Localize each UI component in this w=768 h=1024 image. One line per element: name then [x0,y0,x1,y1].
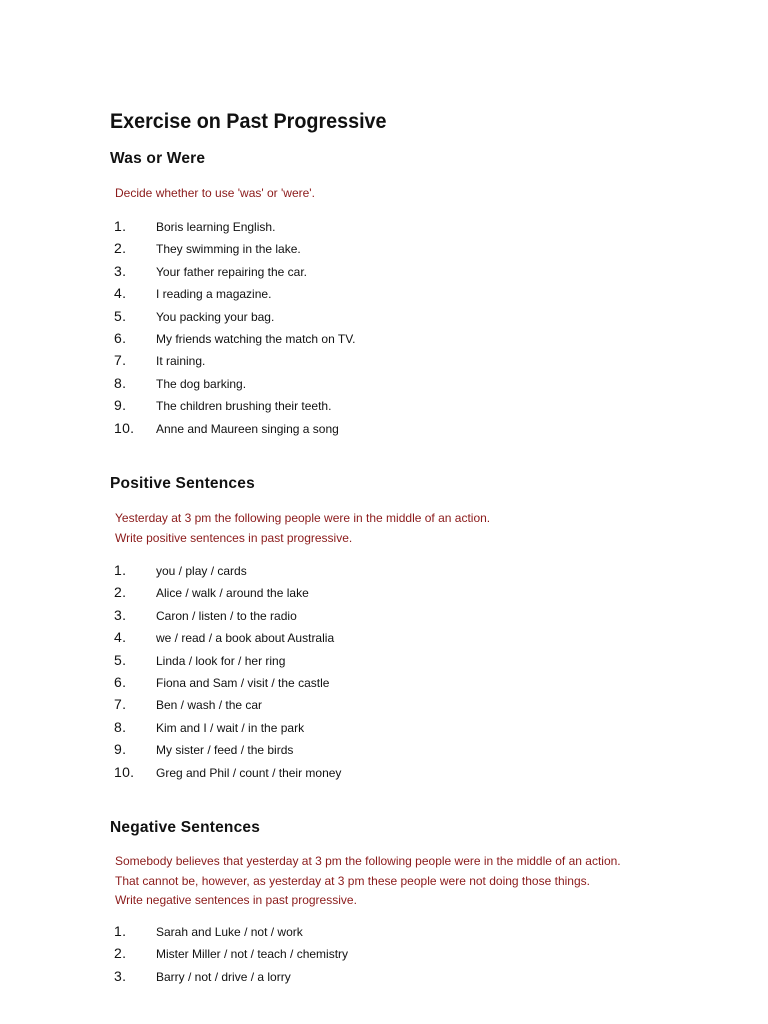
item-number: 9. [114,397,127,414]
instructions-negative-sentences [115,852,621,911]
item-number: 3. [114,606,127,623]
list-item [114,417,355,439]
item-text: They swimming in the lake. [156,242,301,257]
item-text: I reading a magazine. [156,287,272,302]
item-number: 6. [114,673,127,690]
instruction-line: Decide whether to use 'was' or 'were'. [115,186,315,200]
item-text: Alice / walk / around the lake [156,586,309,601]
item-number: 4. [114,285,127,302]
list-item [114,738,341,760]
list-item [114,965,348,987]
list-item [114,626,341,648]
list-item [114,942,348,964]
exercise-list-was-or-were [114,215,355,439]
item-number: 5. [114,307,127,324]
item-number: 10. [114,763,135,780]
instruction-line: That cannot be, however, as yesterday at 3 pm these people were not doing those things. [115,873,590,888]
item-text: You packing your bag. [156,309,275,324]
item-number: 2. [114,584,127,601]
instructions-was-or-were [115,184,315,204]
item-text: Ben / wash / the car [156,698,263,713]
exercise-list-negative-sentences [114,920,348,987]
item-number: 9. [114,741,127,758]
list-item [114,581,341,603]
item-text: Sarah and Luke / not / work [156,925,303,939]
item-number: 8. [114,374,127,391]
item-number: 7. [114,696,127,713]
section-heading-negative-sentences: Negative Sentences [110,819,261,836]
item-number: 8. [114,718,127,735]
instructions-positive-sentences [115,509,490,548]
item-text: Kim and I / wait / in the park [156,720,305,735]
item-number: 2. [114,945,127,962]
instruction-line: Somebody believes that yesterday at 3 pm the following people were in the middle of an action. [115,854,621,868]
list-item [114,671,341,693]
item-text: Your father repairing the car. [156,264,307,279]
instruction-line: Write positive sentences in past progressive. [115,530,353,545]
list-item [114,260,355,282]
item-text: Greg and Phil / count / their money [156,765,342,780]
item-text: It raining. [156,354,206,369]
instruction-line: Write negative sentences in past progressive. [115,893,357,907]
page-title: Exercise on Past Progressive [110,110,387,133]
item-number: 10. [114,419,135,436]
item-text: Caron / listen / to the radio [156,608,297,623]
list-item [114,305,355,327]
list-item [114,237,355,259]
list-item [114,349,355,371]
item-number: 1. [114,218,127,234]
item-number: 5. [114,651,127,668]
item-text: Linda / look for / her ring [156,653,286,668]
item-text: Anne and Maureen singing a song [156,421,339,436]
item-text: Barry / not / drive / a lorry [156,969,291,984]
list-item [114,559,341,581]
item-number: 1. [114,562,127,578]
list-item [114,327,355,349]
item-text: Fiona and Sam / visit / the castle [156,675,330,690]
item-text: The dog barking. [156,376,247,391]
list-item [114,282,355,304]
item-number: 3. [114,262,127,279]
list-item [114,604,341,626]
section-heading-positive-sentences: Positive Sentences [110,475,255,492]
item-text: Boris learning English. [156,220,276,234]
item-text: My friends watching the match on TV. [156,331,356,346]
list-item [114,394,355,416]
item-number: 4. [114,629,127,646]
section-heading-was-or-were: Was or Were [110,150,206,167]
list-item [114,693,341,715]
item-number: 1. [114,923,127,939]
item-text: Mister Miller / not / teach / chemistry [156,947,349,962]
item-number: 6. [114,329,127,346]
list-item [114,920,348,942]
list-item [114,649,341,671]
list-item [114,716,341,738]
list-item [114,372,355,394]
item-text: you / play / cards [156,564,247,578]
item-number: 7. [114,352,127,369]
list-item [114,761,341,783]
item-number: 3. [114,967,127,984]
instruction-line: Yesterday at 3 pm the following people were in the middle of an action. [115,511,491,525]
item-number: 2. [114,240,127,257]
item-text: we / read / a book about Australia [156,631,335,646]
exercise-list-positive-sentences [114,559,341,783]
item-text: My sister / feed / the birds [156,743,294,758]
item-text: The children brushing their teeth. [156,399,332,414]
list-item [114,215,355,237]
